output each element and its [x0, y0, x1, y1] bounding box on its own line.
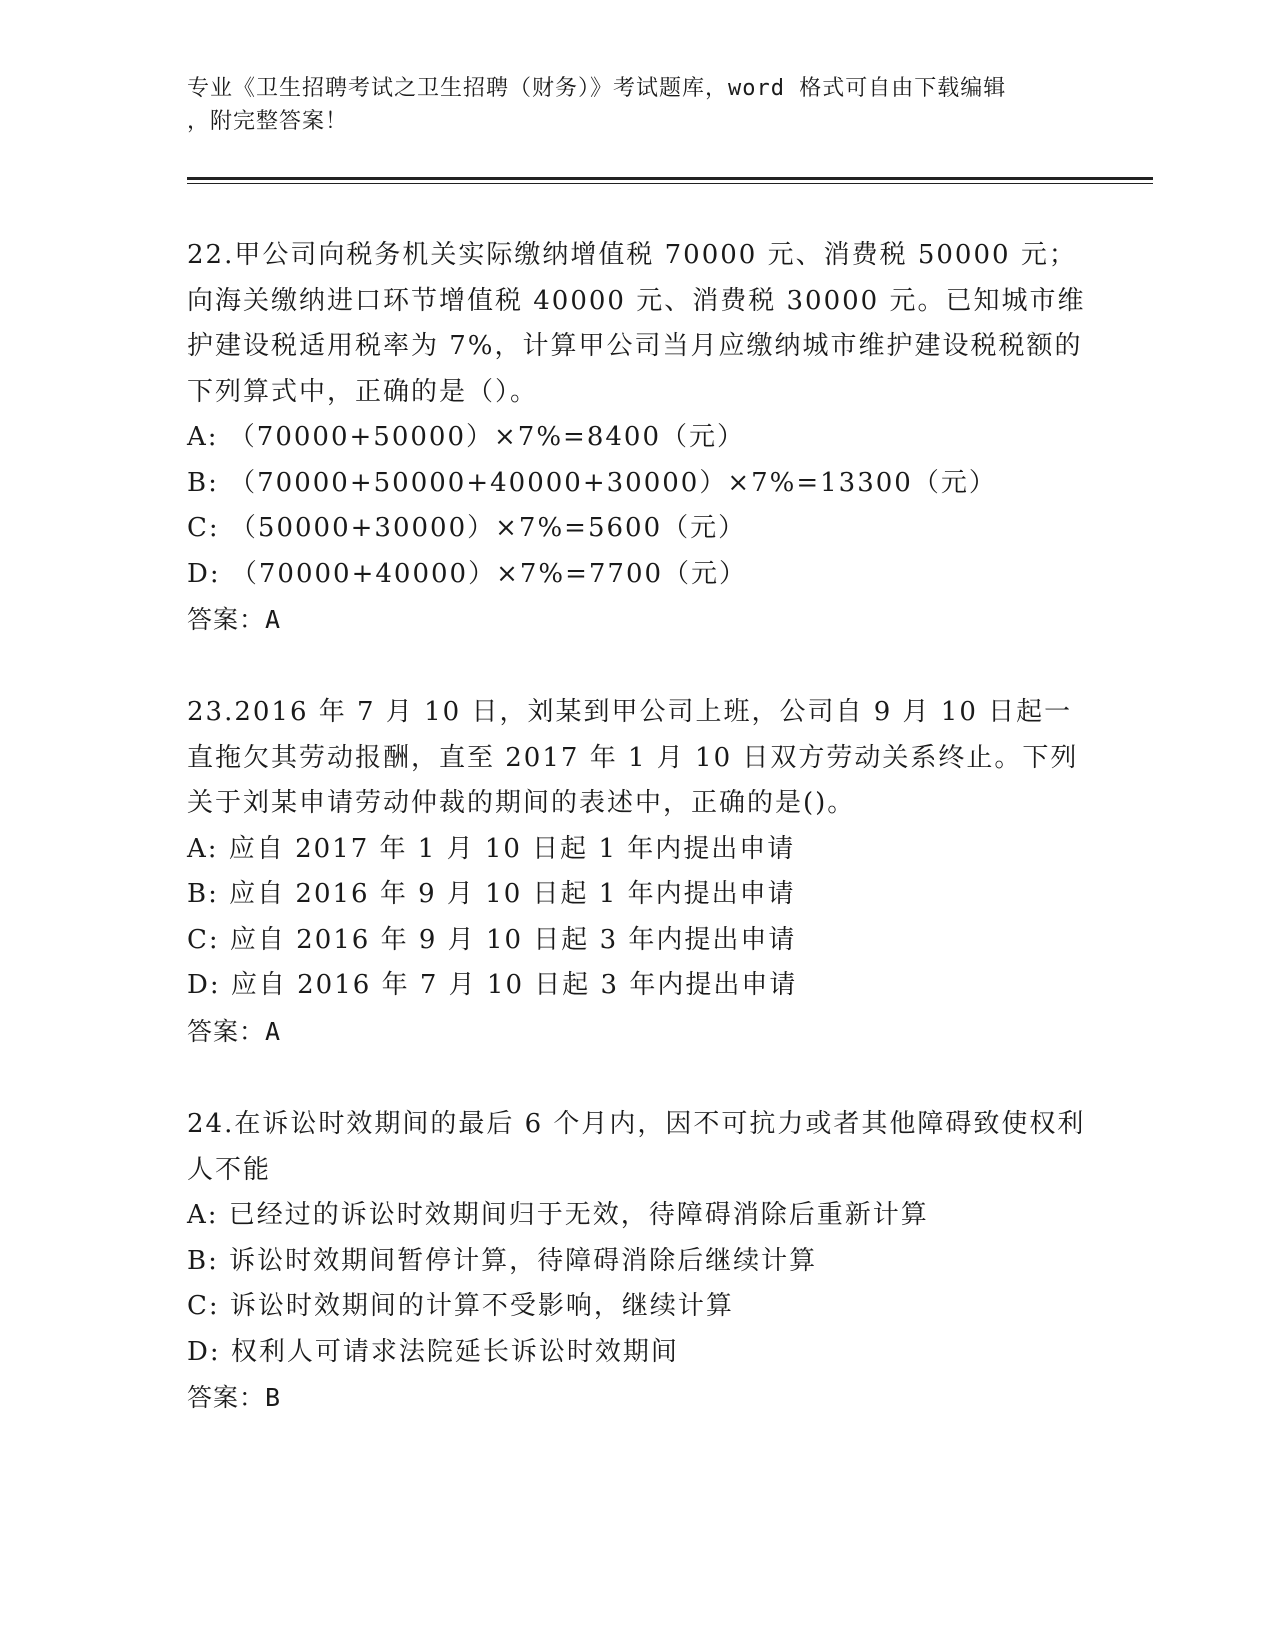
answer: 答案：A: [187, 605, 282, 634]
option-c: C: （50000+30000）×7%=5600（元）: [187, 513, 747, 543]
question-22: [187, 233, 1087, 643]
option-a: A: 已经过的诉讼时效期间归于无效，待障碍消除后重新计算: [187, 1200, 929, 1230]
question-text: 22.甲公司向税务机关实际缴纳增值税 70000 元、消费税 50000 元；向海关缴纳进口环节增值税 40000 元、消费税 30000 元。已知城市维护建设税适用税率为 7%，计算甲公司当月应缴纳城市维护建设税税额的下列算式中，正确的是（）。: [187, 240, 1086, 407]
option-c: C: 应自 2016 年 9 月 10 日起 3 年内提出申请: [187, 924, 797, 955]
option-a: A: （70000+50000）×7%=8400（元）: [187, 422, 745, 452]
question-text: 24.在诉讼时效期间的最后 6 个月内，因不可抗力或者其他障碍致使权利人不能: [187, 1109, 1086, 1185]
header-line-2: ，附完整答案！: [187, 109, 349, 134]
option-b: B: （70000+50000+40000+30000）×7%=13300（元）: [187, 467, 997, 498]
answer: 答案：B: [187, 1383, 282, 1412]
header-divider-thin: [187, 183, 1153, 184]
option-b: B: 应自 2016 年 9 月 10 日起 1 年内提出申请: [187, 879, 796, 909]
document-header: [187, 72, 1067, 138]
option-d: D: （70000+40000）×7%=7700（元）: [187, 558, 748, 589]
option-c: C: 诉讼时效期间的计算不受影响，继续计算: [187, 1291, 734, 1321]
option-d: D: 应自 2016 年 7 月 10 日起 3 年内提出申请: [187, 970, 798, 1000]
header-line-1: 专业《卫生招聘考试之卫生招聘（财务）》考试题库，word 格式可自由下载编辑: [187, 76, 1007, 101]
answer: 答案：A: [187, 1016, 282, 1046]
question-text: 23.2016 年 7 月 10 日，刘某到甲公司上班，公司自 9 月 10 日起一直拖欠其劳动报酬，直至 2017 年 1 月 10 日双方劳动关系终止。下列关于刘某申请劳动仲裁的期间的表述中，正确的是()。: [187, 697, 1079, 818]
question-23: [187, 690, 1087, 1054]
header-divider-thick: [187, 177, 1153, 180]
question-24: [187, 1102, 1087, 1421]
option-d: D: 权利人可请求法院延长诉讼时效期间: [187, 1336, 679, 1367]
option-b: B: 诉讼时效期间暂停计算，待障碍消除后继续计算: [187, 1245, 818, 1276]
option-a: A: 应自 2017 年 1 月 10 日起 1 年内提出申请: [187, 833, 796, 864]
